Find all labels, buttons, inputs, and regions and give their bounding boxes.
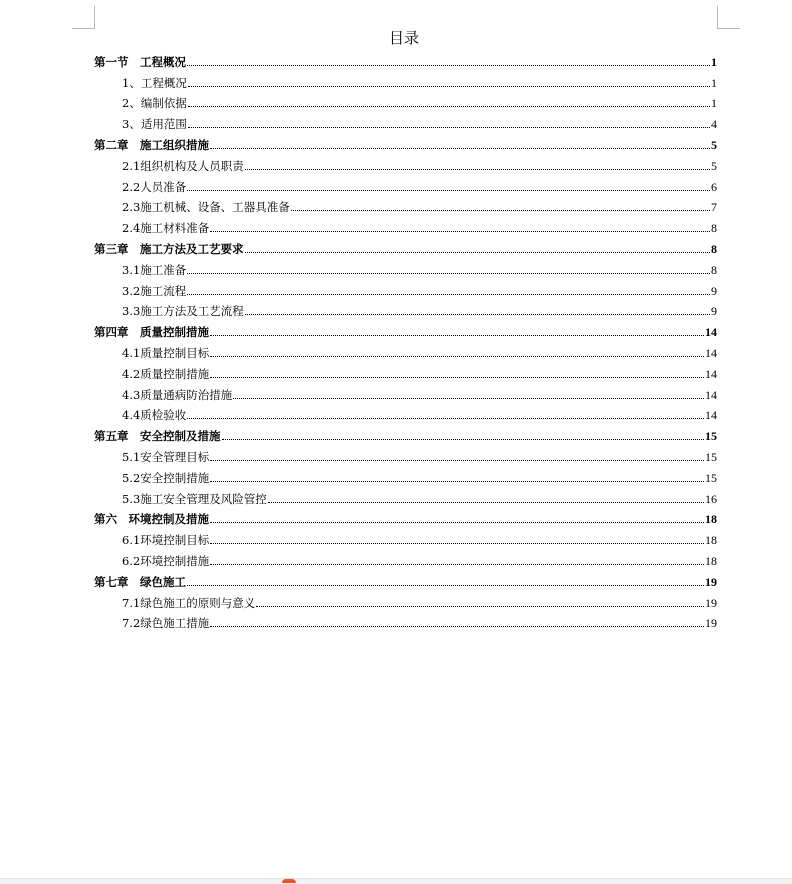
- toc-leader-dots: [187, 190, 710, 191]
- toc-leader-dots: [245, 252, 711, 253]
- toc-page-number: 5: [711, 137, 717, 152]
- toc-chapter-entry[interactable]: [94, 131, 717, 152]
- toc-section-entry[interactable]: [94, 526, 717, 547]
- toc-section-entry[interactable]: [94, 277, 717, 298]
- toc-page-number: 18: [705, 553, 717, 568]
- toc-page-number: 14: [705, 408, 717, 423]
- toc-entry-label: 3、适用范围: [122, 117, 187, 132]
- toc-chapter-entry[interactable]: [94, 506, 717, 527]
- toc-section-entry[interactable]: [94, 152, 717, 173]
- toc-leader-dots: [210, 148, 710, 149]
- toc-leader-dots: [233, 398, 704, 399]
- toc-page-number: 19: [705, 595, 717, 610]
- toc-leader-dots: [256, 606, 704, 607]
- toc-leader-dots: [210, 564, 704, 565]
- toc-page-number: 19: [705, 616, 717, 631]
- toc-section-entry[interactable]: [94, 90, 717, 111]
- toc-entry-label: 2、编制依据: [122, 96, 187, 111]
- toc-page-number: 8: [711, 241, 717, 256]
- toc-chapter-entry[interactable]: [94, 318, 717, 339]
- toc-leader-dots: [210, 460, 704, 461]
- toc-entry-label: 7.2绿色施工措施: [122, 616, 210, 631]
- toc-title: 目录: [388, 29, 419, 47]
- toc-leader-dots: [268, 502, 704, 503]
- toc-page-number: 7: [711, 200, 717, 215]
- toc-leader-dots: [210, 543, 704, 544]
- toc-section-entry[interactable]: [94, 339, 717, 360]
- toc-entry-label: 1、工程概况: [122, 75, 187, 90]
- toc-section-entry[interactable]: [94, 589, 717, 610]
- toc-entry-label: 5.1安全管理目标: [122, 449, 210, 464]
- toc-section-entry[interactable]: [94, 110, 717, 131]
- toc-entry-label: 3.1施工准备: [122, 262, 187, 277]
- toc-page-number: 1: [711, 54, 717, 69]
- toc-page-number: 1: [711, 96, 717, 111]
- toc-entry-label: 6.1环境控制目标: [122, 533, 210, 548]
- toc-entry-label: 4.3质量通病防治措施: [122, 387, 233, 402]
- crop-mark-top-right: [717, 6, 740, 29]
- crop-mark-top-left: [72, 6, 95, 29]
- toc-entry-label: 3.3施工方法及工艺流程: [122, 304, 244, 319]
- toc-leader-dots: [210, 626, 704, 627]
- toc-page-number: 15: [705, 449, 717, 464]
- toc-entry-label: 5.3施工安全管理及风险管控: [122, 491, 267, 506]
- toc-leader-dots: [210, 377, 704, 378]
- toc-entry-label: 2.3施工机械、设备、工器具准备: [122, 200, 290, 215]
- toc-section-entry[interactable]: [94, 402, 717, 423]
- toc-leader-dots: [210, 335, 704, 336]
- toc-entry-label: 6.2环境控制措施: [122, 553, 210, 568]
- toc-section-entry[interactable]: [94, 298, 717, 319]
- toc-entry-label: 第七章 绿色施工: [94, 574, 186, 589]
- toc-entry-label: 7.1绿色施工的原则与意义: [122, 595, 256, 610]
- toc-leader-dots: [187, 418, 704, 419]
- scroll-indicator: [282, 879, 296, 883]
- toc-leader-dots: [188, 106, 710, 107]
- toc-section-entry[interactable]: [94, 360, 717, 381]
- toc-entry-label: 4.4质检验收: [122, 408, 187, 423]
- toc-leader-dots: [210, 522, 704, 523]
- toc-entry-label: 第二章 施工组织措施: [94, 137, 209, 152]
- toc-leader-dots: [245, 314, 710, 315]
- toc-entry-label: 2.4施工材料准备: [122, 221, 210, 236]
- toc-page-number: 19: [705, 574, 717, 589]
- toc-leader-dots: [188, 86, 710, 87]
- toc-section-entry[interactable]: [94, 69, 717, 90]
- toc-page-number: 15: [705, 429, 717, 444]
- toc-entry-label: 4.2质量控制措施: [122, 366, 210, 381]
- toc-chapter-entry[interactable]: [94, 422, 717, 443]
- toc-page-number: 8: [711, 262, 717, 277]
- toc-page-number: 6: [711, 179, 717, 194]
- toc-chapter-entry[interactable]: [94, 568, 717, 589]
- toc-entry-label: 2.2人员准备: [122, 179, 187, 194]
- toc-entry-label: 第六 环境控制及措施: [94, 512, 209, 527]
- toc-leader-dots: [291, 210, 710, 211]
- toc-page-number: 16: [705, 491, 717, 506]
- toc-page-number: 9: [711, 283, 717, 298]
- toc-section-entry[interactable]: [94, 381, 717, 402]
- toc-section-entry[interactable]: [94, 547, 717, 568]
- toc-entry-label: 3.2施工流程: [122, 283, 187, 298]
- table-of-contents: [94, 48, 717, 630]
- toc-chapter-entry[interactable]: [94, 48, 717, 69]
- toc-leader-dots: [187, 585, 704, 586]
- toc-section-entry[interactable]: [94, 485, 717, 506]
- toc-entry-label: 5.2安全控制措施: [122, 470, 210, 485]
- toc-chapter-entry[interactable]: [94, 235, 717, 256]
- toc-leader-dots: [187, 273, 710, 274]
- toc-section-entry[interactable]: [94, 610, 717, 631]
- toc-leader-dots: [210, 481, 704, 482]
- toc-page-number: 18: [705, 512, 717, 527]
- toc-entry-label: 4.1质量控制目标: [122, 345, 210, 360]
- toc-section-entry[interactable]: [94, 464, 717, 485]
- toc-entry-label: 2.1组织机构及人员职责: [122, 158, 244, 173]
- toc-page-number: 15: [705, 470, 717, 485]
- toc-section-entry[interactable]: [94, 256, 717, 277]
- toc-leader-dots: [187, 65, 710, 66]
- toc-section-entry[interactable]: [94, 443, 717, 464]
- toc-page-number: 14: [705, 387, 717, 402]
- toc-entry-label: 第四章 质量控制措施: [94, 325, 209, 340]
- toc-leader-dots: [210, 356, 704, 357]
- toc-entry-label: 第一节 工程概况: [94, 54, 186, 69]
- toc-page-number: 14: [705, 345, 717, 360]
- toc-leader-dots: [187, 294, 710, 295]
- toc-page-number: 8: [711, 221, 717, 236]
- toc-section-entry[interactable]: [94, 214, 717, 235]
- toc-entry-label: 第五章 安全控制及措施: [94, 429, 221, 444]
- toc-page-number: 5: [711, 158, 717, 173]
- toc-page-number: 1: [711, 75, 717, 90]
- toc-section-entry[interactable]: [94, 173, 717, 194]
- toc-section-entry[interactable]: [94, 194, 717, 215]
- toc-page-number: 4: [711, 117, 717, 132]
- toc-entry-label: 第三章 施工方法及工艺要求: [94, 241, 244, 256]
- toc-page-number: 9: [711, 304, 717, 319]
- toc-leader-dots: [210, 231, 710, 232]
- toc-leader-dots: [188, 127, 710, 128]
- toc-page-number: 14: [705, 325, 717, 340]
- toc-page-number: 14: [705, 366, 717, 381]
- toc-leader-dots: [245, 169, 710, 170]
- page-bottom-edge: [0, 878, 792, 884]
- toc-page-number: 18: [705, 533, 717, 548]
- toc-leader-dots: [222, 439, 705, 440]
